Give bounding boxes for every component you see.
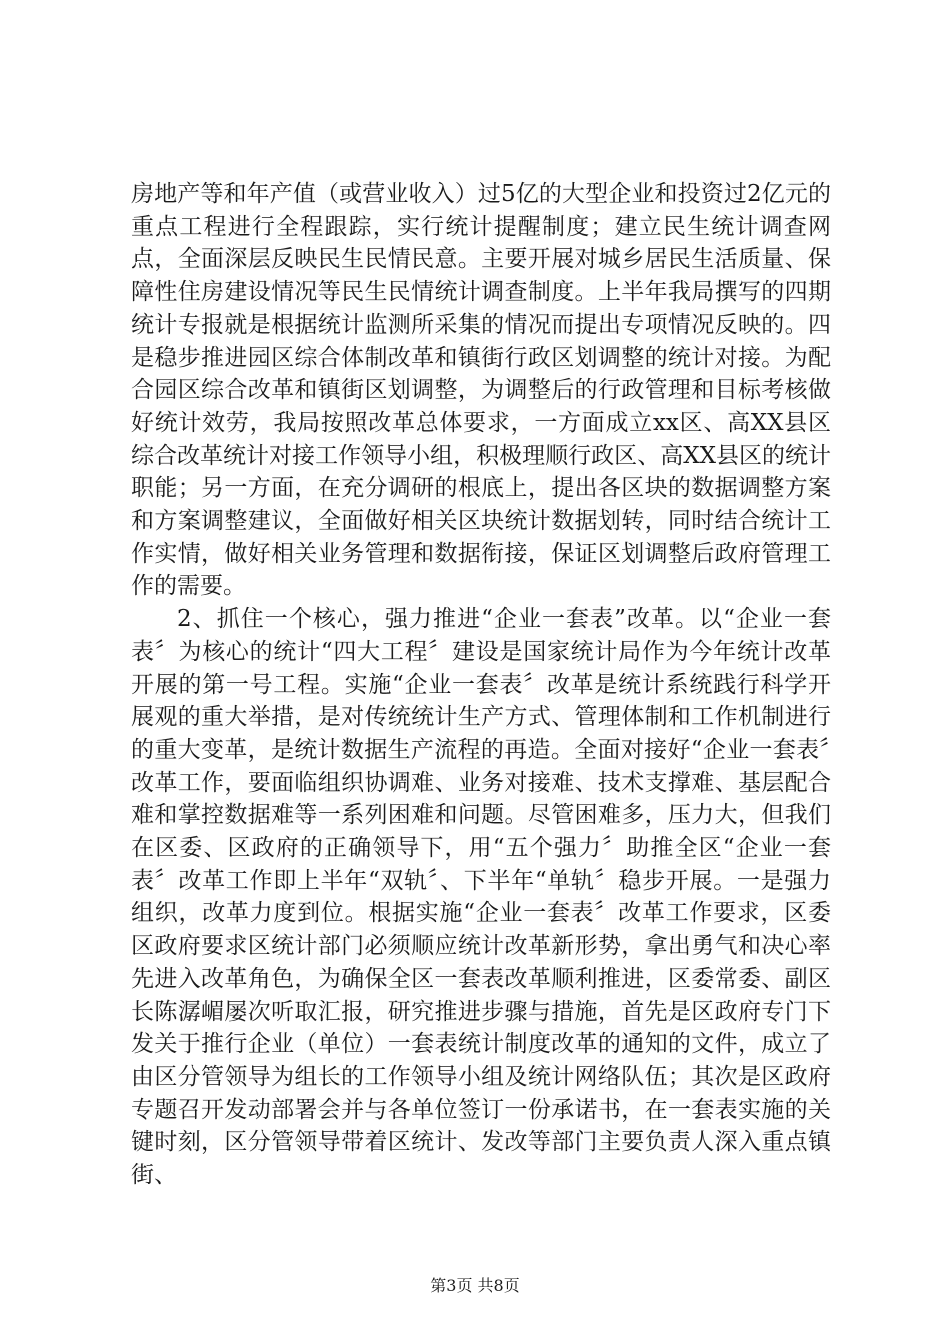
body-paragraph-2: 2、抓住一个核心，强力推进“企业一套表”改革。以“企业一套表〞为核心的统计“四大工程〞建设是国家统计局作为今年统计改革开展的第一号工程。实施“企业一套表〞改革是统计系统践行科学开展观的重大举措，是对传统统计生产方式、管理体制和工作机制进行的重大变革，是统计数据生产流程的再造。全面对接好“企业一套表〞改革工作，要面临组织协调难、业务对接难、技术支撑难、基层配合难和掌控数据难等一系列困难和问题。尽管困难多，压力大，但我们在区委、区政府的正确领导下，用“五个强力〞助推全区“企业一套表〞改革工作即上半年“双轨〞、下半年“单轨〞稳步开展。一是强力组织，改革力度到位。根据实施“企业一套表〞改革工作要求，区委区政府要求区统计部门必须顺应统计改革新形势，拿出勇气和决心率先进入改革角色，为确保全区一套表改革顺利推进，区委常委、副区长陈潺嵋屡次听取汇报，研究推进步骤与措施，首先是区政府专门下发关于推行企业（单位）一套表统计制度改革的通知的文件，成立了由区分管领导为组长的工作领导小组及统计网络队伍；其次是区政府专题召开发动部署会并与各单位签订一份承诺书，在一套表实施的关键时刻，区分管领导带着区统计、发改等部门主要负责人深入重点镇街、 <box>131 606 831 1189</box>
body-paragraph-1: 房地产等和年产值（或营业收入）过5亿的大型企业和投资过2亿元的重点工程进行全程跟踪，实行统计提醒制度；建立民生统计调查网点，全面深层反映民生民情民意。主要开展对城乡居民生活质量、保障性住房建设情况等民生民情统计调查制度。上半年我局撰写的四期统计专报就是根据统计监测所采集的情况而提出专项情况反映的。四是稳步推进园区综合体制改革和镇街行政区划调整的统计对接。为配合园区综合改革和镇街区划调整，为调整后的行政管理和目标考核做好统计效劳，我局按照改革总体要求，一方面成立xx区、高XX县区综合改革统计对接工作领导小组，积极理顺行政区、高XX县区的统计职能；另一方面，在充分调研的根底上，提出各区块的数据调整方案和方案调整建议，全面做好相关区块统计数据划转，同时结合统计工作实情，做好相关业务管理和数据衔接，保证区划调整后政府管理工作的需要。 <box>131 181 831 600</box>
document-body <box>131 178 831 1192</box>
page-number-footer: 第3页 共8页 <box>430 1276 520 1295</box>
